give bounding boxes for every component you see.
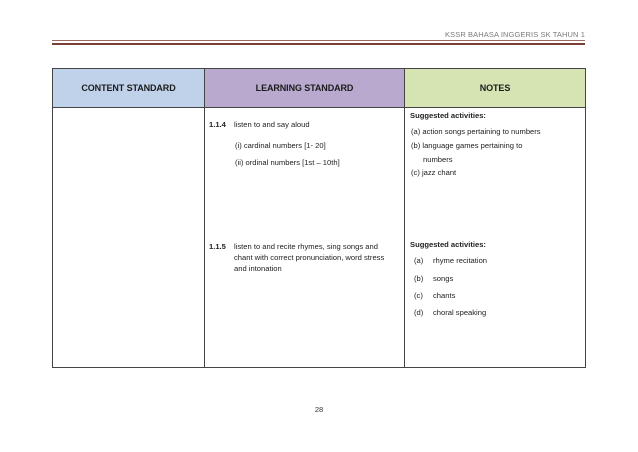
notes-suggested-title-2: Suggested activities: [410, 240, 486, 249]
notes-item-rhyme-recitation: rhyme recitation [433, 256, 488, 265]
header-divider-thin [52, 40, 585, 41]
table-header-row [53, 69, 586, 108]
standards-table [52, 68, 586, 368]
table-body-row [53, 108, 586, 368]
learning-text-1-1-5-line1: listen to and recite rhymes, sing songs and [234, 242, 378, 251]
notes-item-chants: chants [433, 291, 456, 300]
notes-item-action-songs: (a) action songs pertaining to numbers [411, 127, 541, 136]
learning-sub-ordinal: (ii) ordinal numbers [1st – 10th] [235, 158, 340, 167]
notes-label-d: (d) [414, 308, 424, 317]
content-standard-cell [53, 108, 205, 368]
learning-text-1-1-4: listen to and say aloud [234, 120, 310, 129]
header-divider-thick [52, 43, 585, 45]
notes-cell [405, 108, 586, 368]
notes-suggested-title-1: Suggested activities: [410, 111, 486, 120]
notes-label-a: (a) [414, 256, 424, 265]
learning-code-1-1-4: 1.1.4 [209, 120, 226, 129]
notes-item-choral-speaking: choral speaking [433, 308, 487, 317]
notes-item-language-games: (b) language games pertaining to [411, 141, 523, 150]
learning-sub-cardinal: (i) cardinal numbers [1- 20] [235, 141, 326, 150]
page-number: 28 [314, 405, 324, 414]
learning-standard-cell [205, 108, 405, 368]
header-learning-standard: LEARNING STANDARD [205, 69, 405, 108]
notes-label-b: (b) [414, 274, 424, 283]
learning-code-1-1-5: 1.1.5 [209, 242, 226, 251]
notes-item-songs: songs [433, 274, 454, 283]
document-header-title: KSSR BAHASA INGGERIS SK TAHUN 1 [445, 30, 585, 39]
notes-item-language-games-cont: numbers [423, 155, 453, 164]
header-content-standard: CONTENT STANDARD [53, 69, 205, 108]
header-notes: NOTES [405, 69, 586, 108]
notes-label-c: (c) [414, 291, 423, 300]
learning-text-1-1-5-line2: chant with correct pronunciation, word stress [234, 253, 385, 262]
notes-item-jazz-chant: (c) jazz chant [411, 168, 457, 177]
learning-text-1-1-5-line3: and intonation [234, 264, 282, 273]
